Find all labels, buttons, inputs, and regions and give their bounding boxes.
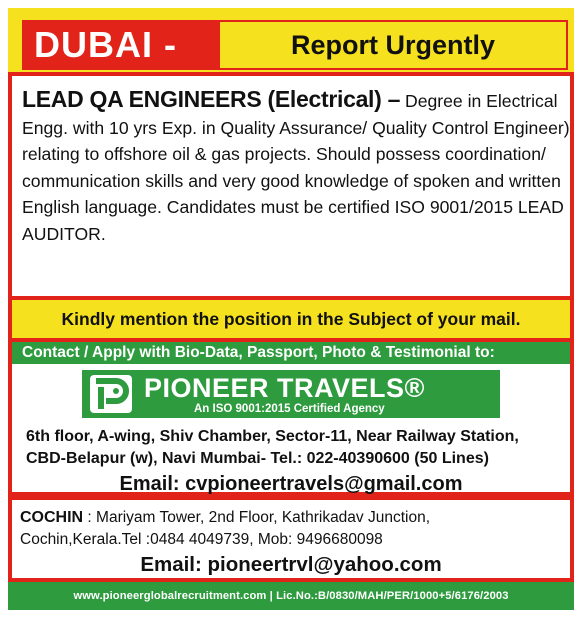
cochin-city: COCHIN <box>20 509 84 526</box>
cochin-address-1: : Mariyam Tower, 2nd Floor, Kathrikadav Junction, <box>87 509 431 526</box>
mumbai-address <box>26 426 566 470</box>
header-urgency: Report Urgently <box>220 20 568 70</box>
contact-heading: Contact / Apply with Bio-Data, Passport, Photo & Testimonial to: <box>12 342 570 364</box>
job-description: Degree in Electrical Engg. with 10 yrs Exp. in Quality Assurance/ Quality Control Engineer) relating to offshore oil & gas projects. Should possess coordination/ communication skills and very good knowledge of spoken and written English language. Candidates must be certified ISO 9001/2015 LEAD AUDITOR. <box>22 91 570 244</box>
job-description-box <box>8 72 574 300</box>
subject-note: Kindly mention the position in the Subject of your mail. <box>8 300 574 338</box>
company-name: PIONEER TRAVELS® <box>144 373 425 403</box>
cochin-email[interactable]: Email: pioneertrvl@yahoo.com <box>140 553 442 576</box>
job-title: LEAD QA ENGINEERS (Electrical) – <box>22 86 401 112</box>
mumbai-email[interactable]: Email: cvpioneertravels@gmail.com <box>119 473 463 495</box>
cochin-line-1 <box>20 508 566 528</box>
address-line-2: CBD-Belapur (w), Navi Mumbai- Tel.: 022-40390600 (50 Lines) <box>26 450 489 467</box>
contact-section <box>8 338 574 496</box>
cochin-section <box>8 496 574 582</box>
company-logo <box>82 370 500 418</box>
address-line-1: 6th floor, A-wing, Shiv Chamber, Sector-11, Near Railway Station, <box>26 428 519 445</box>
header-banner <box>8 8 574 72</box>
company-tagline: An ISO 9001:2015 Certified Agency <box>194 403 385 415</box>
cochin-address-2: Cochin,Kerala.Tel :0484 4049739, Mob: 9496680098 <box>20 531 383 548</box>
job-text <box>22 86 570 248</box>
pioneer-p-logo-icon <box>90 375 132 413</box>
footer-bar: www.pioneerglobalrecruitment.com | Lic.No.:B/0830/MAH/PER/1000+5/6176/2003 <box>8 582 574 610</box>
header-city: DUBAI - <box>22 20 220 70</box>
